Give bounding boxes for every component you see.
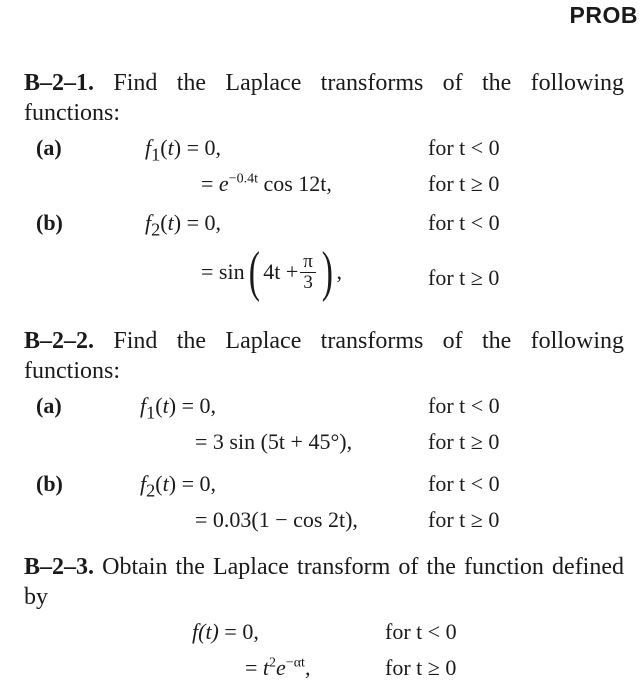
part-a-label: (a) [36,393,62,418]
problem-b-2-2-statement [24,326,624,386]
equation-f1-row2: = 3 sin (5t + 45°), [195,429,353,454]
condition-text: for t ≥ 0 [385,655,457,680]
equation-f2-row2: = 0.03(1 − cos 2t), [195,507,358,532]
problem-b-2-3-text: Obtain the Laplace transform of the function defined by [24,554,625,610]
part-b-label: (b) [36,471,63,496]
condition-text: for t ≥ 0 [428,265,500,290]
equation-value: 0, [204,135,221,160]
condition-text: for t < 0 [428,471,500,496]
condition-text: for t ≥ 0 [428,171,500,196]
problem-b-2-1-text: Find the Laplace transforms of the following functions: [24,70,625,126]
part-b-label: (b) [36,210,63,235]
condition-text: for t < 0 [385,619,457,644]
problem-b-2-2-number: B–2–2. [24,328,95,354]
condition-text: for t < 0 [428,393,500,418]
part-a-label: (a) [36,135,62,160]
equation-f1-row1: $f_1(t) = 0$, [145,135,221,165]
condition-text: for t ≥ 0 [428,507,500,532]
problem-b-2-1-statement [24,68,624,128]
problem-b-2-3-statement [24,552,624,612]
equation-f1-row2: = $e^{-0.4t}$ cos 12t, [201,171,332,196]
condition-text: for t ≥ 0 [428,429,500,454]
equation-f2-row1: $f_2(t) = 0$, [145,210,221,240]
equation-f-row1: f(t) = 0, [192,619,259,644]
fraction-pi-over-3: $\frac{\pi}{3}$ [300,252,316,293]
problem-b-2-2-text: Find the Laplace transforms of the following functions: [24,328,625,384]
problem-b-2-3-number: B–2–3. [24,554,95,580]
equation-f-row2: = $t^2e^{-\alpha t}$, [245,655,311,680]
page-header: PROB [569,2,638,28]
condition-text: for t < 0 [428,135,500,160]
equation-f1-row1: $f_1(t) = 0$, [140,393,216,423]
equation-f2-row2: = sin ( 4t + $\frac{\pi}{3}$ ) , [201,241,343,303]
problem-b-2-1-number: B–2–1. [24,70,95,96]
equation-f2-row1: $f_2(t) = 0$, [140,471,216,501]
condition-text: for t < 0 [428,210,500,235]
